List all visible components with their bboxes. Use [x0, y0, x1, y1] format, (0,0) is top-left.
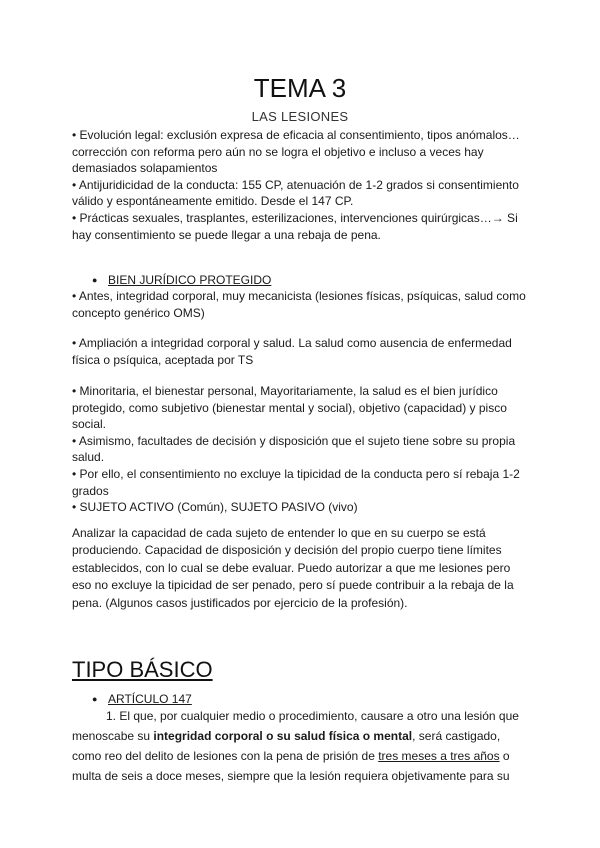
articulo-text — [72, 706, 530, 786]
document-subtitle: LAS LESIONES — [251, 109, 349, 124]
intro-paragraph: • Evolución legal: exclusión expresa de eficacia al consentimiento, tipos anómalos… corrección con reforma pero aún no se logra el objetivo e incluso a veces hay demasiados solapamientos — [72, 128, 520, 176]
bien-juridico-para3 — [72, 383, 530, 516]
paragraph-text: • Por ello, el consentimiento no excluye la tipicidad de la conducta pero sí rebaja 1-2 grados — [72, 466, 520, 498]
articulo-list-item — [92, 691, 192, 707]
bullet-icon: ● — [92, 694, 98, 704]
text-run: , será castigado, como reo del delito de lesiones con la pena de prisión de — [72, 729, 501, 763]
paragraph-text: • Antes, integridad corporal, muy mecanicista (lesiones físicas, psíquicas, salud como concepto genérico OMS) — [72, 289, 526, 320]
paragraph-text: • SUJETO ACTIVO (Común), SUJETO PASIVO (vivo) — [72, 500, 358, 515]
intro-block — [72, 127, 530, 243]
bullet-icon: ● — [92, 275, 98, 285]
text-run: o multa de seis a doce meses, siempre que la lesión requiera objetivamente para su — [72, 749, 510, 783]
intro-paragraph: • Prácticas sexuales, trasplantes, esterilizaciones, intervenciones quirúrgicas…→ Si hay consentimiento se puede llegar a una rebaja de pena. — [72, 210, 518, 242]
bien-juridico-heading: BIEN JURÍDICO PROTEGIDO — [108, 273, 272, 287]
bien-juridico-para2 — [72, 335, 530, 368]
underlined-text: tres meses a tres años — [378, 749, 500, 763]
articulo-paragraph — [72, 706, 530, 786]
bold-text: integridad corporal o su salud física o mental — [153, 729, 413, 743]
paragraph-text: • Ampliación a integridad corporal y salud. La salud como ausencia de enfermedad física o psíquica, aceptada por TS — [72, 336, 512, 367]
text-run: 1. El que, por cualquier medio o procedimiento, causare a otro una lesión que menoscabe su — [72, 709, 519, 743]
analysis-paragraph — [72, 525, 530, 612]
document-title: TEMA 3 — [253, 73, 347, 103]
bien-juridico-list-item — [92, 272, 271, 288]
intro-paragraph: • Antijuridicidad de la conducta: 155 CP, atenuación de 1-2 grados si consentimiento válido y espontáneamente emitido. Desde el 147 CP. — [72, 177, 519, 209]
bien-juridico-para1 — [72, 288, 530, 321]
tipo-basico-heading: TIPO BÁSICO — [72, 657, 213, 682]
paragraph-text: • Asimismo, facultades de decisión y disposición que el sujeto tiene sobre su propia salud. — [72, 433, 516, 465]
articulo-heading: ARTÍCULO 147 — [108, 692, 192, 706]
paragraph-text: • Minoritaria, el bienestar personal, Mayoritariamente, la salud es el bien jurídico protegido, como subjetivo (bienestar mental y social), objetivo (capacidad) y pisco social. — [72, 384, 507, 432]
paragraph-text: Analizar la capacidad de cada sujeto de entender lo que en su cuerpo se está produciendo. Capacidad de disposición y decisión del propio cuerpo tiene límites establecidos, con lo cual se debe evaluar. Puedo autorizar a que me lesiones pero eso no excluye la tipicidad de ser penado, pero sí puede contribuir a la rebaja de la pena. (Algunos casos justificados por ejercicio de la profesión). — [72, 526, 514, 610]
